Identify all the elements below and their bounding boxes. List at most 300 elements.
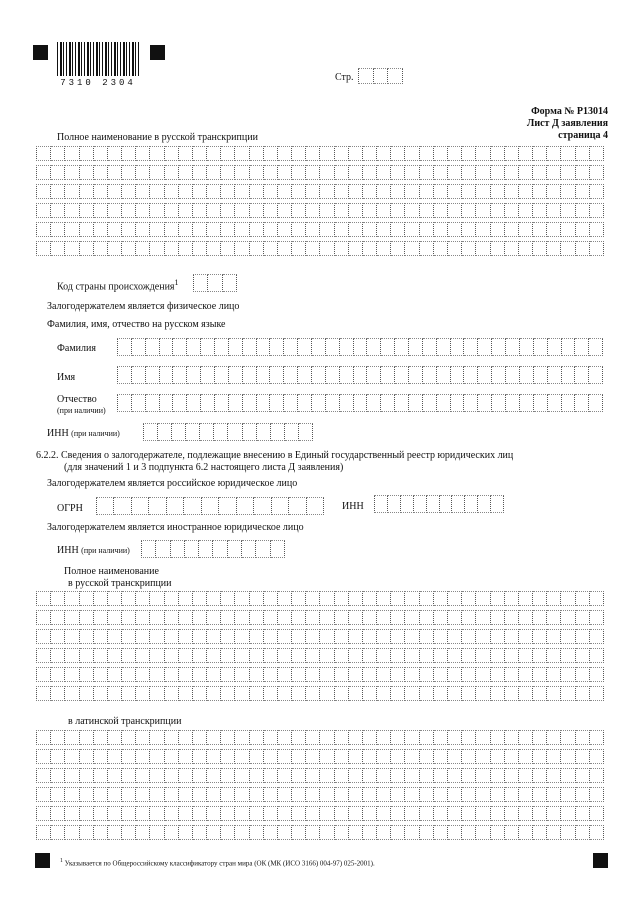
input-cell[interactable]	[335, 222, 349, 237]
input-cell[interactable]	[108, 591, 122, 606]
input-cell[interactable]	[548, 366, 562, 384]
input-cell[interactable]	[519, 222, 533, 237]
input-cell[interactable]	[405, 648, 419, 663]
input-cell[interactable]	[242, 540, 256, 558]
input-cell[interactable]	[187, 338, 201, 356]
input-cell[interactable]	[561, 648, 575, 663]
input-cell[interactable]	[146, 394, 160, 412]
input-cell[interactable]	[491, 648, 505, 663]
input-cell[interactable]	[434, 768, 448, 783]
input-cell[interactable]	[122, 184, 136, 199]
input-cell[interactable]	[264, 184, 278, 199]
input-cell[interactable]	[320, 667, 334, 682]
input-cell[interactable]	[349, 629, 363, 644]
input-cell[interactable]	[363, 146, 377, 161]
input-cell[interactable]	[320, 686, 334, 701]
input-cell[interactable]	[270, 394, 284, 412]
input-cell[interactable]	[533, 787, 547, 802]
input-cell[interactable]	[320, 730, 334, 745]
input-cell[interactable]	[391, 686, 405, 701]
input-cell[interactable]	[221, 686, 235, 701]
input-cell[interactable]	[420, 610, 434, 625]
input-cell[interactable]	[306, 825, 320, 840]
input-cell[interactable]	[243, 394, 257, 412]
input-cell[interactable]	[462, 825, 476, 840]
input-cell[interactable]	[270, 338, 284, 356]
input-cell[interactable]	[320, 165, 334, 180]
grid-row[interactable]	[36, 146, 604, 161]
input-cell[interactable]	[278, 629, 292, 644]
input-cell[interactable]	[257, 394, 271, 412]
input-cell[interactable]	[122, 610, 136, 625]
input-cell[interactable]	[292, 165, 306, 180]
input-cell[interactable]	[576, 730, 590, 745]
input-cell[interactable]	[122, 787, 136, 802]
input-cell[interactable]	[179, 686, 193, 701]
input-cell[interactable]	[491, 184, 505, 199]
input-cell[interactable]	[146, 338, 160, 356]
input-cell[interactable]	[193, 768, 207, 783]
input-cell[interactable]	[533, 241, 547, 256]
input-cell[interactable]	[320, 222, 334, 237]
input-cell[interactable]	[589, 366, 603, 384]
input-cell[interactable]	[505, 768, 519, 783]
input-cell[interactable]	[548, 394, 562, 412]
input-cell[interactable]	[505, 730, 519, 745]
input-cell[interactable]	[478, 495, 491, 513]
input-cell[interactable]	[505, 787, 519, 802]
input-cell[interactable]	[391, 591, 405, 606]
input-cell[interactable]	[94, 203, 108, 218]
input-cell[interactable]	[235, 686, 249, 701]
input-cell[interactable]	[250, 165, 264, 180]
input-cell[interactable]	[150, 667, 164, 682]
input-cell[interactable]	[65, 610, 79, 625]
input-cell[interactable]	[184, 497, 201, 515]
input-cell[interactable]	[250, 629, 264, 644]
input-cell[interactable]	[65, 222, 79, 237]
input-cell[interactable]	[306, 146, 320, 161]
input-cell[interactable]	[235, 591, 249, 606]
input-cell[interactable]	[80, 241, 94, 256]
input-cell[interactable]	[215, 366, 229, 384]
input-cell[interactable]	[519, 241, 533, 256]
input-cell[interactable]	[250, 686, 264, 701]
input-cell[interactable]	[289, 497, 306, 515]
input-cell[interactable]	[363, 768, 377, 783]
input-cell[interactable]	[292, 591, 306, 606]
input-cell[interactable]	[476, 787, 490, 802]
input-cell[interactable]	[590, 203, 604, 218]
input-cell[interactable]	[363, 648, 377, 663]
input-cell[interactable]	[506, 366, 520, 384]
input-cell[interactable]	[491, 165, 505, 180]
input-cell[interactable]	[292, 184, 306, 199]
input-cell[interactable]	[284, 394, 298, 412]
input-cell[interactable]	[221, 241, 235, 256]
input-cell[interactable]	[492, 366, 506, 384]
input-cell[interactable]	[193, 591, 207, 606]
input-cell[interactable]	[94, 629, 108, 644]
input-cell[interactable]	[451, 394, 465, 412]
input-cell[interactable]	[377, 768, 391, 783]
input-cell[interactable]	[80, 768, 94, 783]
input-cell[interactable]	[179, 730, 193, 745]
input-cell[interactable]	[519, 787, 533, 802]
input-cell[interactable]	[108, 165, 122, 180]
input-cell[interactable]	[193, 610, 207, 625]
input-cell[interactable]	[520, 338, 534, 356]
input-cell[interactable]	[80, 686, 94, 701]
input-cell[interactable]	[434, 806, 448, 821]
input-cell[interactable]	[150, 610, 164, 625]
input-cell[interactable]	[505, 241, 519, 256]
input-cell[interactable]	[476, 184, 490, 199]
input-cell[interactable]	[150, 730, 164, 745]
input-cell[interactable]	[505, 610, 519, 625]
input-cell[interactable]	[65, 667, 79, 682]
input-cell[interactable]	[462, 610, 476, 625]
input-cell[interactable]	[202, 497, 219, 515]
input-cell[interactable]	[547, 749, 561, 764]
input-cell[interactable]	[165, 203, 179, 218]
input-cell[interactable]	[320, 610, 334, 625]
input-cell[interactable]	[122, 648, 136, 663]
input-cell[interactable]	[576, 667, 590, 682]
input-cell[interactable]	[80, 749, 94, 764]
input-cell[interactable]	[80, 667, 94, 682]
input-cell[interactable]	[590, 749, 604, 764]
input-cell[interactable]	[590, 768, 604, 783]
page-number-field[interactable]	[358, 68, 403, 84]
input-cell[interactable]	[257, 338, 271, 356]
ogrn-field[interactable]	[96, 497, 324, 515]
input-cell[interactable]	[505, 146, 519, 161]
input-cell[interactable]	[136, 146, 150, 161]
input-cell[interactable]	[221, 787, 235, 802]
input-cell[interactable]	[243, 423, 257, 441]
input-cell[interactable]	[165, 610, 179, 625]
input-cell[interactable]	[264, 667, 278, 682]
input-cell[interactable]	[179, 648, 193, 663]
input-cell[interactable]	[533, 686, 547, 701]
input-cell[interactable]	[491, 825, 505, 840]
input-cell[interactable]	[65, 686, 79, 701]
input-cell[interactable]	[420, 591, 434, 606]
input-cell[interactable]	[448, 610, 462, 625]
input-cell[interactable]	[519, 629, 533, 644]
input-cell[interactable]	[377, 648, 391, 663]
input-cell[interactable]	[452, 495, 465, 513]
input-cell[interactable]	[377, 686, 391, 701]
input-cell[interactable]	[193, 686, 207, 701]
input-cell[interactable]	[576, 825, 590, 840]
input-cell[interactable]	[349, 184, 363, 199]
input-cell[interactable]	[228, 540, 242, 558]
input-cell[interactable]	[278, 806, 292, 821]
input-cell[interactable]	[349, 648, 363, 663]
input-cell[interactable]	[451, 338, 465, 356]
input-cell[interactable]	[165, 629, 179, 644]
input-cell[interactable]	[335, 768, 349, 783]
input-cell[interactable]	[165, 184, 179, 199]
input-cell[interactable]	[409, 394, 423, 412]
input-cell[interactable]	[187, 394, 201, 412]
input-cell[interactable]	[448, 806, 462, 821]
input-cell[interactable]	[264, 203, 278, 218]
input-cell[interactable]	[179, 787, 193, 802]
input-cell[interactable]	[391, 667, 405, 682]
input-cell[interactable]	[590, 730, 604, 745]
input-cell[interactable]	[420, 787, 434, 802]
input-cell[interactable]	[395, 394, 409, 412]
input-cell[interactable]	[533, 222, 547, 237]
input-cell[interactable]	[576, 629, 590, 644]
input-cell[interactable]	[326, 338, 340, 356]
input-cell[interactable]	[349, 749, 363, 764]
input-cell[interactable]	[122, 730, 136, 745]
input-cell[interactable]	[377, 787, 391, 802]
input-cell[interactable]	[576, 749, 590, 764]
input-cell[interactable]	[326, 366, 340, 384]
input-cell[interactable]	[491, 667, 505, 682]
input-cell[interactable]	[381, 366, 395, 384]
input-cell[interactable]	[335, 241, 349, 256]
input-cell[interactable]	[590, 610, 604, 625]
input-cell[interactable]	[576, 165, 590, 180]
input-cell[interactable]	[94, 591, 108, 606]
input-cell[interactable]	[491, 749, 505, 764]
input-cell[interactable]	[122, 629, 136, 644]
input-cell[interactable]	[476, 667, 490, 682]
input-cell[interactable]	[278, 768, 292, 783]
input-cell[interactable]	[250, 241, 264, 256]
input-cell[interactable]	[519, 610, 533, 625]
input-cell[interactable]	[221, 825, 235, 840]
input-cell[interactable]	[437, 338, 451, 356]
input-cell[interactable]	[505, 825, 519, 840]
input-cell[interactable]	[80, 222, 94, 237]
input-cell[interactable]	[65, 749, 79, 764]
input-cell[interactable]	[94, 787, 108, 802]
input-cell[interactable]	[257, 423, 271, 441]
input-cell[interactable]	[122, 203, 136, 218]
input-cell[interactable]	[179, 768, 193, 783]
input-cell[interactable]	[306, 787, 320, 802]
input-cell[interactable]	[335, 610, 349, 625]
input-cell[interactable]	[122, 686, 136, 701]
country-code-field[interactable]	[193, 274, 237, 292]
input-cell[interactable]	[391, 222, 405, 237]
input-cell[interactable]	[250, 610, 264, 625]
input-cell[interactable]	[165, 768, 179, 783]
input-cell[interactable]	[533, 610, 547, 625]
input-cell[interactable]	[391, 610, 405, 625]
input-cell[interactable]	[349, 241, 363, 256]
input-cell[interactable]	[51, 648, 65, 663]
input-cell[interactable]	[561, 203, 575, 218]
input-cell[interactable]	[377, 146, 391, 161]
input-cell[interactable]	[561, 222, 575, 237]
input-cell[interactable]	[173, 394, 187, 412]
input-cell[interactable]	[117, 338, 132, 356]
input-cell[interactable]	[335, 146, 349, 161]
input-cell[interactable]	[221, 203, 235, 218]
grid-row[interactable]	[36, 730, 604, 745]
input-cell[interactable]	[434, 184, 448, 199]
input-cell[interactable]	[519, 768, 533, 783]
input-cell[interactable]	[349, 165, 363, 180]
input-cell[interactable]	[150, 146, 164, 161]
input-cell[interactable]	[335, 787, 349, 802]
input-cell[interactable]	[278, 730, 292, 745]
input-cell[interactable]	[65, 787, 79, 802]
input-cell[interactable]	[590, 629, 604, 644]
input-cell[interactable]	[136, 825, 150, 840]
input-cell[interactable]	[576, 184, 590, 199]
input-cell[interactable]	[122, 825, 136, 840]
input-cell[interactable]	[391, 184, 405, 199]
input-cell[interactable]	[292, 667, 306, 682]
input-cell[interactable]	[96, 497, 114, 515]
input-cell[interactable]	[476, 241, 490, 256]
input-cell[interactable]	[306, 241, 320, 256]
input-cell[interactable]	[464, 394, 478, 412]
input-cell[interactable]	[505, 667, 519, 682]
input-cell[interactable]	[221, 768, 235, 783]
input-cell[interactable]	[423, 338, 437, 356]
input-cell[interactable]	[299, 423, 313, 441]
input-cell[interactable]	[179, 241, 193, 256]
input-cell[interactable]	[434, 686, 448, 701]
input-cell[interactable]	[292, 787, 306, 802]
input-cell[interactable]	[207, 591, 221, 606]
input-cell[interactable]	[306, 667, 320, 682]
input-cell[interactable]	[534, 366, 548, 384]
input-cell[interactable]	[36, 667, 51, 682]
input-cell[interactable]	[405, 184, 419, 199]
input-cell[interactable]	[160, 338, 174, 356]
input-cell[interactable]	[448, 184, 462, 199]
input-cell[interactable]	[462, 146, 476, 161]
input-cell[interactable]	[414, 495, 427, 513]
input-cell[interactable]	[207, 787, 221, 802]
input-cell[interactable]	[377, 610, 391, 625]
input-cell[interactable]	[505, 806, 519, 821]
input-cell[interactable]	[462, 629, 476, 644]
input-cell[interactable]	[427, 495, 440, 513]
input-cell[interactable]	[448, 768, 462, 783]
input-cell[interactable]	[391, 749, 405, 764]
input-cell[interactable]	[150, 629, 164, 644]
input-cell[interactable]	[335, 730, 349, 745]
input-cell[interactable]	[437, 394, 451, 412]
input-cell[interactable]	[186, 423, 200, 441]
input-cell[interactable]	[491, 591, 505, 606]
input-cell[interactable]	[165, 165, 179, 180]
input-cell[interactable]	[150, 686, 164, 701]
input-cell[interactable]	[36, 686, 51, 701]
input-cell[interactable]	[576, 146, 590, 161]
input-cell[interactable]	[215, 394, 229, 412]
input-cell[interactable]	[264, 686, 278, 701]
input-cell[interactable]	[165, 241, 179, 256]
input-cell[interactable]	[320, 184, 334, 199]
input-cell[interactable]	[533, 184, 547, 199]
input-cell[interactable]	[150, 184, 164, 199]
grid-row[interactable]	[36, 749, 604, 764]
input-cell[interactable]	[562, 394, 576, 412]
input-cell[interactable]	[505, 648, 519, 663]
input-cell[interactable]	[590, 241, 604, 256]
input-cell[interactable]	[284, 338, 298, 356]
input-cell[interactable]	[136, 241, 150, 256]
input-cell[interactable]	[312, 338, 326, 356]
input-cell[interactable]	[576, 203, 590, 218]
input-cell[interactable]	[547, 787, 561, 802]
input-cell[interactable]	[122, 591, 136, 606]
input-cell[interactable]	[476, 768, 490, 783]
input-cell[interactable]	[179, 184, 193, 199]
input-cell[interactable]	[576, 686, 590, 701]
input-cell[interactable]	[264, 610, 278, 625]
input-cell[interactable]	[207, 825, 221, 840]
input-cell[interactable]	[547, 730, 561, 745]
input-cell[interactable]	[200, 423, 214, 441]
input-cell[interactable]	[374, 495, 388, 513]
input-cell[interactable]	[462, 648, 476, 663]
input-cell[interactable]	[363, 629, 377, 644]
input-cell[interactable]	[264, 749, 278, 764]
input-cell[interactable]	[405, 629, 419, 644]
input-cell[interactable]	[264, 222, 278, 237]
input-cell[interactable]	[235, 806, 249, 821]
input-cell[interactable]	[533, 629, 547, 644]
input-cell[interactable]	[590, 146, 604, 161]
input-cell[interactable]	[335, 203, 349, 218]
input-cell[interactable]	[312, 394, 326, 412]
input-cell[interactable]	[363, 825, 377, 840]
input-cell[interactable]	[448, 730, 462, 745]
input-cell[interactable]	[576, 768, 590, 783]
input-cell[interactable]	[235, 749, 249, 764]
input-cell[interactable]	[250, 806, 264, 821]
patronymic-field[interactable]	[117, 394, 603, 412]
input-cell[interactable]	[158, 423, 172, 441]
input-cell[interactable]	[405, 686, 419, 701]
input-cell[interactable]	[278, 667, 292, 682]
input-cell[interactable]	[165, 730, 179, 745]
grid-row[interactable]	[36, 241, 604, 256]
input-cell[interactable]	[250, 203, 264, 218]
input-cell[interactable]	[221, 610, 235, 625]
input-cell[interactable]	[235, 629, 249, 644]
input-cell[interactable]	[172, 423, 186, 441]
input-cell[interactable]	[576, 787, 590, 802]
input-cell[interactable]	[80, 203, 94, 218]
input-cell[interactable]	[272, 497, 289, 515]
input-cell[interactable]	[278, 787, 292, 802]
input-cell[interactable]	[108, 730, 122, 745]
input-cell[interactable]	[94, 667, 108, 682]
input-cell[interactable]	[65, 629, 79, 644]
input-cell[interactable]	[575, 338, 589, 356]
input-cell[interactable]	[465, 495, 478, 513]
input-cell[interactable]	[235, 241, 249, 256]
input-cell[interactable]	[505, 749, 519, 764]
input-cell[interactable]	[80, 610, 94, 625]
input-cell[interactable]	[237, 497, 254, 515]
